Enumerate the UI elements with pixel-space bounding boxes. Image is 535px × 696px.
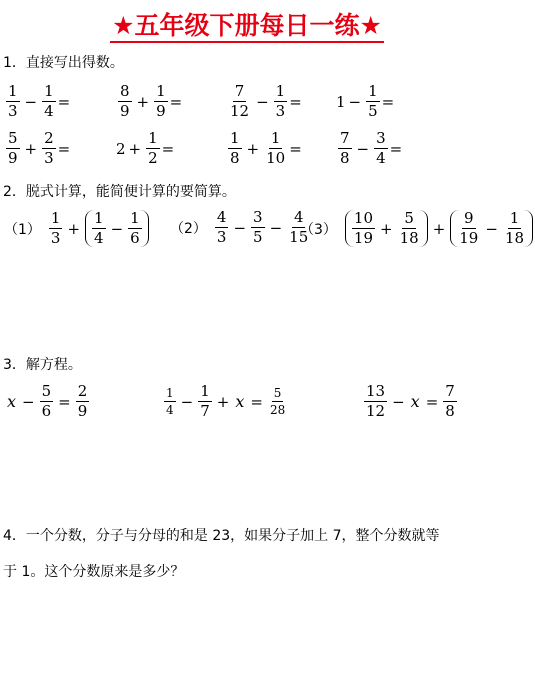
equation-3: $\frac{13}{12}$ − x = $\frac{7}{8}$ (366, 382, 455, 420)
fraction: $\frac{1}{4}$ (94, 209, 104, 247)
parenthesis-group: $\frac{9}{19}$ − $\frac{1}{18}$ (450, 210, 533, 247)
oral-problem-2: $\frac{8}{9}$ + $\frac{1}{9}$ = (120, 82, 183, 120)
oral-problem-6: 2 + $\frac{1}{2}$ = (116, 129, 175, 167)
parenthesis-group: $\frac{1}{4}$ − $\frac{1}{6}$ (85, 210, 149, 247)
fraction: $\frac{2}{9}$ (77, 382, 88, 420)
fraction: $\frac{1}{8}$ (230, 129, 240, 167)
section-3-heading: 3．解方程。 (3, 357, 82, 373)
fraction: $\frac{9}{19}$ (459, 209, 479, 247)
oral-problem-1: $\frac{1}{3}$ − $\frac{1}{4}$ = (8, 82, 71, 120)
fraction: $\frac{5}{28}$ (269, 386, 286, 417)
equation-2: $\frac{1}{4}$ − $\frac{1}{7}$ + x = $\frac{5}{28}$ (166, 382, 286, 420)
parenthesis-group: $\frac{10}{19}$ + $\frac{5}{18}$ (345, 210, 428, 247)
fraction: $\frac{1}{5}$ (368, 82, 378, 120)
fraction: $\frac{1}{4}$ (44, 82, 54, 120)
fraction: $\frac{7}{12}$ (230, 82, 250, 120)
oral-problem-8: $\frac{7}{8}$ − $\frac{3}{4}$ = (340, 129, 403, 167)
fraction: $\frac{10}{19}$ (353, 209, 374, 247)
fraction: $\frac{13}{12}$ (366, 382, 386, 420)
word-problem-line-2: 于 1。这个分数原来是多少？ (3, 564, 185, 580)
fraction: $\frac{1}{10}$ (266, 129, 286, 167)
equation-1: x − $\frac{5}{6}$ = $\frac{2}{9}$ (7, 382, 88, 420)
oral-problem-3: $\frac{7}{12}$ − $\frac{1}{3}$ = (230, 82, 302, 120)
word-problem (3, 518, 491, 590)
fraction: $\frac{1}{2}$ (148, 129, 158, 167)
fraction: $\frac{1}{3}$ (275, 82, 286, 120)
fraction: $\frac{1}{7}$ (200, 382, 210, 420)
oral-problem-7: $\frac{1}{8}$ + $\frac{1}{10}$ = (230, 129, 302, 167)
fraction: $\frac{1}{6}$ (130, 209, 140, 247)
calc-problem-1: （1） $\frac{1}{3}$ + $\frac{1}{4}$ − $\frac{1}{6}$ (4, 210, 151, 247)
fraction: $\frac{3}{5}$ (253, 208, 263, 246)
oral-problem-4: 1 − $\frac{1}{5}$ = (336, 82, 395, 120)
section-2-heading: 2．脱式计算，能简便计算的要简算。 (3, 184, 236, 200)
fraction: $\frac{4}{3}$ (216, 208, 227, 246)
fraction: $\frac{7}{8}$ (340, 129, 350, 167)
fraction: $\frac{7}{8}$ (445, 382, 455, 420)
fraction: $\frac{1}{3}$ (50, 209, 61, 247)
fraction: $\frac{2}{3}$ (44, 129, 54, 167)
fraction: $\frac{5}{9}$ (8, 129, 18, 167)
fraction: $\frac{1}{9}$ (156, 82, 166, 120)
worksheet-title (0, 6, 494, 42)
fraction: $\frac{5}{18}$ (399, 209, 419, 247)
calc-problem-3: （3） $\frac{10}{19}$ + $\frac{5}{18}$ + $\frac{9}{19}$ − $\frac{1}{18}$ (300, 210, 535, 247)
fraction: $\frac{1}{4}$ (166, 386, 174, 417)
fraction: $\frac{1}{18}$ (504, 209, 525, 247)
fraction: $\frac{8}{9}$ (120, 82, 130, 120)
fraction: $\frac{1}{3}$ (8, 82, 18, 120)
word-problem-line-1: 4．一个分数，分子与分母的和是 23，如果分子加上 7，整个分数就等 (3, 528, 440, 544)
section-1-heading: 1．直接写出得数。 (3, 55, 124, 71)
calc-problem-2: （2） $\frac{4}{3}$ − $\frac{3}{5}$ − $\frac{4}{15}$ (170, 208, 309, 246)
fraction: $\frac{3}{4}$ (376, 129, 386, 167)
title-text: ★五年级下册每日一练★ (110, 11, 384, 43)
fraction: $\frac{5}{6}$ (41, 382, 52, 420)
fraction: $\frac{4}{15}$ (289, 208, 309, 246)
oral-problem-5: $\frac{5}{9}$ + $\frac{2}{3}$ = (8, 129, 71, 167)
